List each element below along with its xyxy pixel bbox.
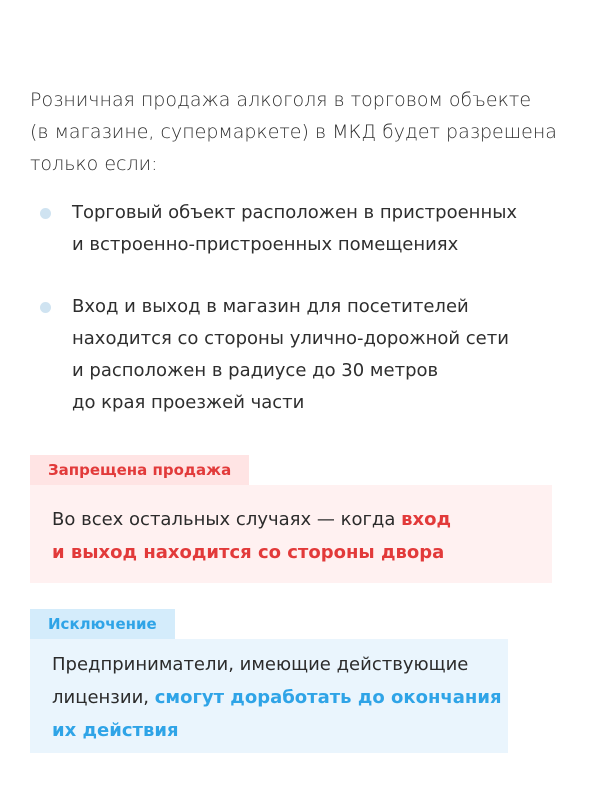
prohibited-label: Запрещена продажа [30, 455, 249, 485]
exception-line-2-highlight: смогут доработать до окончания [154, 687, 502, 708]
exception-label: Исключение [30, 609, 175, 639]
exception-line-2 [52, 681, 502, 714]
prohibited-line-1 [52, 503, 451, 536]
list-item-line: Вход и выход в магазин для посетителей [72, 296, 469, 317]
list-item [38, 197, 578, 261]
list-item-line: находится со стороны улично-дорожной сети [72, 328, 509, 349]
intro-text [30, 84, 575, 180]
list-item [38, 291, 578, 419]
intro-line-2: (в магазине, супермаркете) в МКД будет разрешена [30, 121, 557, 143]
exception-box [30, 639, 508, 753]
list-item-line: Торговый объект расположен в пристроенных [72, 202, 518, 223]
prohibited-line-2-highlight: и выход находится со стороны двора [52, 542, 445, 563]
prohibited-line-1-plain: Во всех остальных случаях — когда [52, 509, 402, 530]
exception-line-1: Предприниматели, имеющие действующие [52, 654, 469, 675]
prohibited-text [52, 503, 451, 569]
list-item-line: и расположен в радиусе до 30 метров [72, 360, 439, 381]
intro-line-3: только если: [30, 153, 158, 175]
exception-line-3-highlight: их действия [52, 720, 179, 741]
exception-line-2-plain: лицензии, [52, 687, 155, 708]
intro-line-1: Розничная продажа алкоголя в торговом объекте [30, 89, 532, 111]
list-item-line: до края проезжей части [72, 392, 305, 413]
conditions-list [38, 197, 578, 419]
exception-text [52, 648, 502, 747]
list-item-line: и встроенно-пристроенных помещениях [72, 234, 459, 255]
bullet-dot-icon [40, 208, 51, 219]
bullet-dot-icon [40, 302, 51, 313]
prohibited-line-1-highlight: вход [401, 509, 452, 530]
prohibited-box [30, 485, 552, 583]
